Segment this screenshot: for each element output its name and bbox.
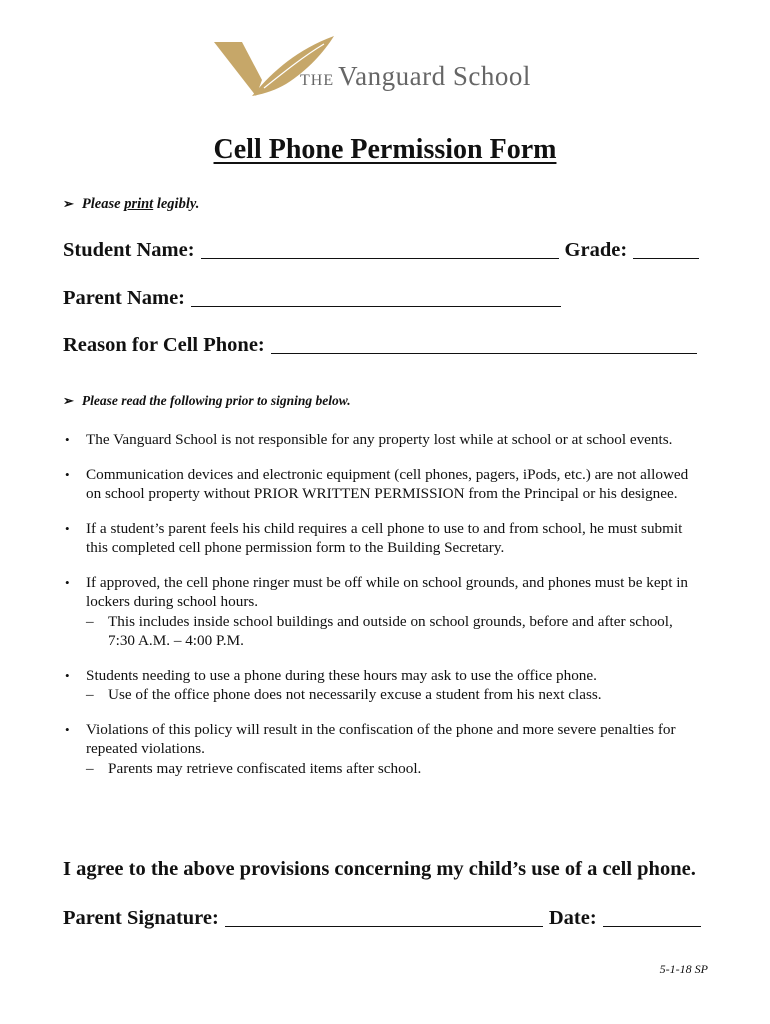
form-title: Cell Phone Permission Form [213, 134, 557, 165]
bullet-dot-icon: • [65, 574, 70, 590]
reason-label: Reason for Cell Phone: [63, 334, 265, 356]
parent-name-label: Parent Name: [63, 287, 186, 309]
policy-text: If a student’s parent feels his child requires a cell phone to use to and from school, he must submit this completed cell phone permission form to the Building Secretary. [86, 519, 683, 556]
student-name-label: Student Name: [63, 239, 195, 261]
student-name-field[interactable] [201, 238, 559, 259]
bullet-dot-icon: • [65, 466, 70, 482]
policy-subitem-text: Parents may retrieve confiscated items after school. [108, 759, 422, 777]
parent-signature-field[interactable] [225, 906, 543, 927]
policy-item [63, 465, 703, 504]
parent-signature-label: Parent Signature: [63, 907, 219, 929]
reason-row [63, 329, 703, 357]
policy-list [63, 430, 703, 793]
logo-school-name: Vanguard School [338, 61, 531, 91]
grade-label: Grade: [564, 239, 628, 261]
read-instruction-text: Please read the following prior to signing below. [81, 393, 351, 408]
policy-subitem [86, 685, 703, 705]
form-code: 5-1-18 SP [659, 962, 708, 976]
school-logo [212, 32, 542, 100]
bullet-dot-icon: • [65, 721, 70, 737]
policy-subitem [86, 612, 703, 651]
policy-text: The Vanguard School is not responsible for any property lost while at school or at school events. [86, 431, 673, 448]
arrow-bullet-icon: ➢ [63, 196, 74, 211]
parent-name-field[interactable] [191, 286, 561, 307]
note-prefix: Please [81, 196, 125, 212]
policy-item [63, 666, 703, 705]
parent-name-row [63, 282, 567, 310]
print-instruction [63, 196, 199, 213]
grade-field[interactable] [633, 238, 699, 259]
policy-text: If approved, the cell phone ringer must be off while on school grounds, and phones must be kept in lockers during school hours. [86, 573, 689, 610]
policy-subitem [86, 759, 703, 779]
agreement-statement: I agree to the above provisions concerning my child’s use of a cell phone. [63, 858, 696, 880]
date-field[interactable] [603, 906, 701, 927]
dash-marker: – [86, 686, 94, 703]
bullet-dot-icon: • [65, 520, 70, 536]
logo-the: THE [300, 72, 335, 89]
policy-text: Communication devices and electronic equipment (cell phones, pagers, iPods, etc.) are not allowed on school property without PRIOR WRITTEN PERMISSION from the Principal or his designee. [86, 465, 689, 502]
reason-field[interactable] [271, 333, 697, 354]
note-underlined: print [124, 196, 154, 212]
policy-item [63, 519, 703, 558]
dash-marker: – [86, 759, 94, 777]
signature-row [63, 902, 701, 930]
read-instruction [63, 393, 351, 409]
dash-marker: – [86, 612, 94, 630]
student-name-row [63, 234, 699, 262]
logo-wordmark [300, 61, 531, 92]
policy-item [63, 573, 703, 651]
policy-subitem-text: Use of the office phone does not necessarily excuse a student from his next class. [108, 686, 602, 703]
policy-item [63, 430, 703, 450]
bullet-dot-icon: • [65, 667, 70, 683]
policy-item [63, 720, 703, 779]
note-suffix: legibly. [153, 196, 200, 212]
date-label: Date: [548, 907, 597, 929]
policy-text: Violations of this policy will result in the confiscation of the phone and more severe penalties for repeated violations. [86, 720, 676, 757]
bullet-dot-icon: • [65, 432, 70, 447]
arrow-bullet-icon: ➢ [63, 393, 74, 408]
policy-text: Students needing to use a phone during these hours may ask to use the office phone. [86, 666, 597, 684]
policy-subitem-text: This includes inside school buildings and outside on school grounds, before and after school, 7:30 A.M. – 4:00 P.M. [108, 612, 673, 649]
